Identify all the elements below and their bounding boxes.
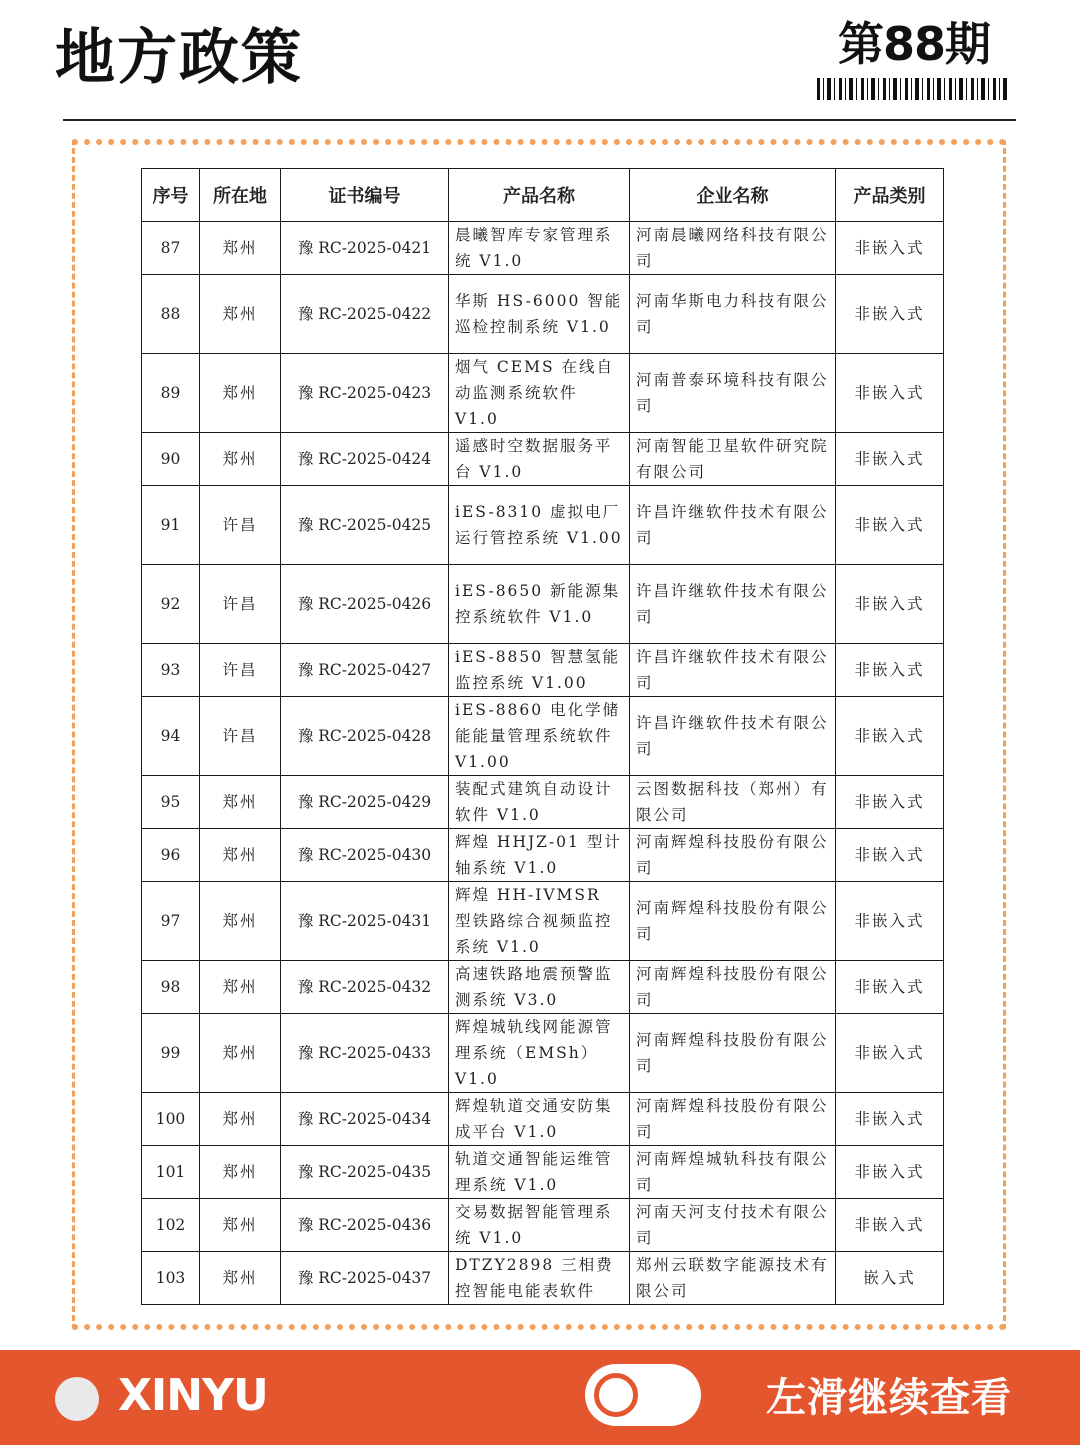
- table-header-row: [142, 169, 944, 222]
- swipe-hint: 左滑继续查看: [766, 1375, 1012, 1421]
- cell-company: 河南辉煌科技股份有限公司: [630, 829, 836, 882]
- cell-product: 晨曦智库专家管理系统 V1.0: [449, 222, 630, 275]
- cell-number: 87: [142, 222, 200, 275]
- cell-company: 河南天河支付技术有限公司: [630, 1199, 836, 1252]
- table-body: [142, 222, 944, 1305]
- table-row: [142, 1199, 944, 1252]
- cell-location: 郑州: [200, 222, 281, 275]
- cell-company: 许昌许继软件技术有限公司: [630, 486, 836, 565]
- cell-location: 许昌: [200, 697, 281, 776]
- cell-certificate: 豫 RC-2025-0436: [281, 1199, 449, 1252]
- cell-number: 97: [142, 882, 200, 961]
- cell-number: 92: [142, 565, 200, 644]
- cell-certificate: 豫 RC-2025-0434: [281, 1093, 449, 1146]
- cell-product: iES-8650 新能源集控系统软件 V1.0: [449, 565, 630, 644]
- cell-certificate: 豫 RC-2025-0433: [281, 1014, 449, 1093]
- footer-bar: [0, 1350, 1080, 1445]
- cell-company: 河南辉煌科技股份有限公司: [630, 882, 836, 961]
- certificate-table: [141, 168, 944, 1305]
- cell-location: 许昌: [200, 644, 281, 697]
- cell-location: 郑州: [200, 354, 281, 433]
- cell-number: 93: [142, 644, 200, 697]
- cell-location: 郑州: [200, 829, 281, 882]
- toggle-knob[interactable]: [594, 1373, 638, 1417]
- cell-location: 郑州: [200, 433, 281, 486]
- col-header-company: 企业名称: [630, 169, 836, 222]
- issue-number: 第88期: [837, 17, 990, 71]
- cell-location: 郑州: [200, 882, 281, 961]
- table-row: [142, 776, 944, 829]
- cell-product: 烟气 CEMS 在线自动监测系统软件 V1.0: [449, 354, 630, 433]
- cell-category: 非嵌入式: [836, 829, 944, 882]
- cell-product: 交易数据智能管理系统 V1.0: [449, 1199, 630, 1252]
- cell-number: 102: [142, 1199, 200, 1252]
- cell-product: iES-8310 虚拟电厂运行管控系统 V1.00: [449, 486, 630, 565]
- cell-product: 辉煌轨道交通安防集成平台 V1.0: [449, 1093, 630, 1146]
- cell-company: 河南晨曦网络科技有限公司: [630, 222, 836, 275]
- brand-dot: [55, 1377, 99, 1421]
- cell-certificate: 豫 RC-2025-0425: [281, 486, 449, 565]
- cell-category: 非嵌入式: [836, 1093, 944, 1146]
- col-header-category: 产品类别: [836, 169, 944, 222]
- cell-location: 郑州: [200, 275, 281, 354]
- cell-product: DTZY2898 三相费控智能电能表软件: [449, 1252, 630, 1305]
- cell-number: 90: [142, 433, 200, 486]
- cell-location: 郑州: [200, 1252, 281, 1305]
- cell-category: 非嵌入式: [836, 1199, 944, 1252]
- cell-certificate: 豫 RC-2025-0421: [281, 222, 449, 275]
- barcode-graphic: [817, 78, 1009, 100]
- cell-number: 95: [142, 776, 200, 829]
- cell-certificate: 豫 RC-2025-0437: [281, 1252, 449, 1305]
- cell-certificate: 豫 RC-2025-0432: [281, 961, 449, 1014]
- cell-location: 郑州: [200, 1146, 281, 1199]
- cell-location: 郑州: [200, 1093, 281, 1146]
- cell-location: 郑州: [200, 1199, 281, 1252]
- cell-number: 99: [142, 1014, 200, 1093]
- table-row: [142, 222, 944, 275]
- cell-category: 非嵌入式: [836, 486, 944, 565]
- table-row: [142, 697, 944, 776]
- table-row: [142, 829, 944, 882]
- cell-location: 许昌: [200, 565, 281, 644]
- col-header-certificate: 证书编号: [281, 169, 449, 222]
- cell-number: 88: [142, 275, 200, 354]
- cell-category: 非嵌入式: [836, 354, 944, 433]
- cell-number: 89: [142, 354, 200, 433]
- brand-name: XINYU: [118, 1370, 268, 1421]
- cell-product: 华斯 HS-6000 智能巡检控制系统 V1.0: [449, 275, 630, 354]
- swipe-toggle[interactable]: [585, 1364, 701, 1426]
- cell-company: 河南普泰环境科技有限公司: [630, 354, 836, 433]
- table-row: [142, 644, 944, 697]
- cell-certificate: 豫 RC-2025-0424: [281, 433, 449, 486]
- cell-category: 非嵌入式: [836, 275, 944, 354]
- table-row: [142, 354, 944, 433]
- cell-location: 郑州: [200, 1014, 281, 1093]
- cell-company: 郑州云联数字能源技术有限公司: [630, 1252, 836, 1305]
- cell-company: 河南辉煌科技股份有限公司: [630, 1014, 836, 1093]
- cell-certificate: 豫 RC-2025-0435: [281, 1146, 449, 1199]
- cell-location: 许昌: [200, 486, 281, 565]
- cell-category: 非嵌入式: [836, 882, 944, 961]
- cell-company: 河南辉煌科技股份有限公司: [630, 961, 836, 1014]
- cell-number: 96: [142, 829, 200, 882]
- cell-number: 103: [142, 1252, 200, 1305]
- cell-company: 河南辉煌城轨科技有限公司: [630, 1146, 836, 1199]
- cell-number: 98: [142, 961, 200, 1014]
- cell-company: 许昌许继软件技术有限公司: [630, 644, 836, 697]
- table-row: [142, 275, 944, 354]
- table-row: [142, 1093, 944, 1146]
- cell-certificate: 豫 RC-2025-0423: [281, 354, 449, 433]
- cell-product: 轨道交通智能运维管理系统 V1.0: [449, 1146, 630, 1199]
- cell-category: 非嵌入式: [836, 1014, 944, 1093]
- cell-certificate: 豫 RC-2025-0426: [281, 565, 449, 644]
- cell-category: 非嵌入式: [836, 1146, 944, 1199]
- cell-certificate: 豫 RC-2025-0430: [281, 829, 449, 882]
- cell-product: 遥感时空数据服务平台 V1.0: [449, 433, 630, 486]
- table-row: [142, 433, 944, 486]
- cell-certificate: 豫 RC-2025-0422: [281, 275, 449, 354]
- cell-category: 非嵌入式: [836, 433, 944, 486]
- cell-company: 河南辉煌科技股份有限公司: [630, 1093, 836, 1146]
- table-row: [142, 1146, 944, 1199]
- table-row: [142, 1252, 944, 1305]
- cell-certificate: 豫 RC-2025-0431: [281, 882, 449, 961]
- cell-product: 辉煌 HHJZ-01 型计轴系统 V1.0: [449, 829, 630, 882]
- cell-number: 91: [142, 486, 200, 565]
- col-header-product: 产品名称: [449, 169, 630, 222]
- cell-location: 郑州: [200, 961, 281, 1014]
- cell-category: 非嵌入式: [836, 644, 944, 697]
- cell-category: 非嵌入式: [836, 776, 944, 829]
- cell-company: 河南华斯电力科技有限公司: [630, 275, 836, 354]
- cell-certificate: 豫 RC-2025-0428: [281, 697, 449, 776]
- col-header-number: 序号: [142, 169, 200, 222]
- cell-number: 101: [142, 1146, 200, 1199]
- cell-category: 非嵌入式: [836, 697, 944, 776]
- cell-certificate: 豫 RC-2025-0429: [281, 776, 449, 829]
- table-row: [142, 882, 944, 961]
- cell-product: 辉煌城轨线网能源管理系统（EMSh）V1.0: [449, 1014, 630, 1093]
- cell-product: iES-8860 电化学储能能量管理系统软件 V1.00: [449, 697, 630, 776]
- cell-company: 许昌许继软件技术有限公司: [630, 697, 836, 776]
- cell-product: iES-8850 智慧氢能监控系统 V1.00: [449, 644, 630, 697]
- cell-number: 94: [142, 697, 200, 776]
- cell-location: 郑州: [200, 776, 281, 829]
- cell-category: 嵌入式: [836, 1252, 944, 1305]
- cell-company: 许昌许继软件技术有限公司: [630, 565, 836, 644]
- cell-category: 非嵌入式: [836, 961, 944, 1014]
- cell-category: 非嵌入式: [836, 222, 944, 275]
- cell-company: 河南智能卫星软件研究院有限公司: [630, 433, 836, 486]
- cell-product: 高速铁路地震预警监测系统 V3.0: [449, 961, 630, 1014]
- table-row: [142, 961, 944, 1014]
- cell-product: 装配式建筑自动设计软件 V1.0: [449, 776, 630, 829]
- table-row: [142, 565, 944, 644]
- cell-category: 非嵌入式: [836, 565, 944, 644]
- cell-number: 100: [142, 1093, 200, 1146]
- table-row: [142, 486, 944, 565]
- cell-company: 云图数据科技（郑州）有限公司: [630, 776, 836, 829]
- header-divider: [63, 119, 1016, 121]
- table-row: [142, 1014, 944, 1093]
- page-title: 地方政策: [55, 23, 303, 93]
- col-header-location: 所在地: [200, 169, 281, 222]
- cell-certificate: 豫 RC-2025-0427: [281, 644, 449, 697]
- cell-product: 辉煌 HH-IVMSR 型铁路综合视频监控系统 V1.0: [449, 882, 630, 961]
